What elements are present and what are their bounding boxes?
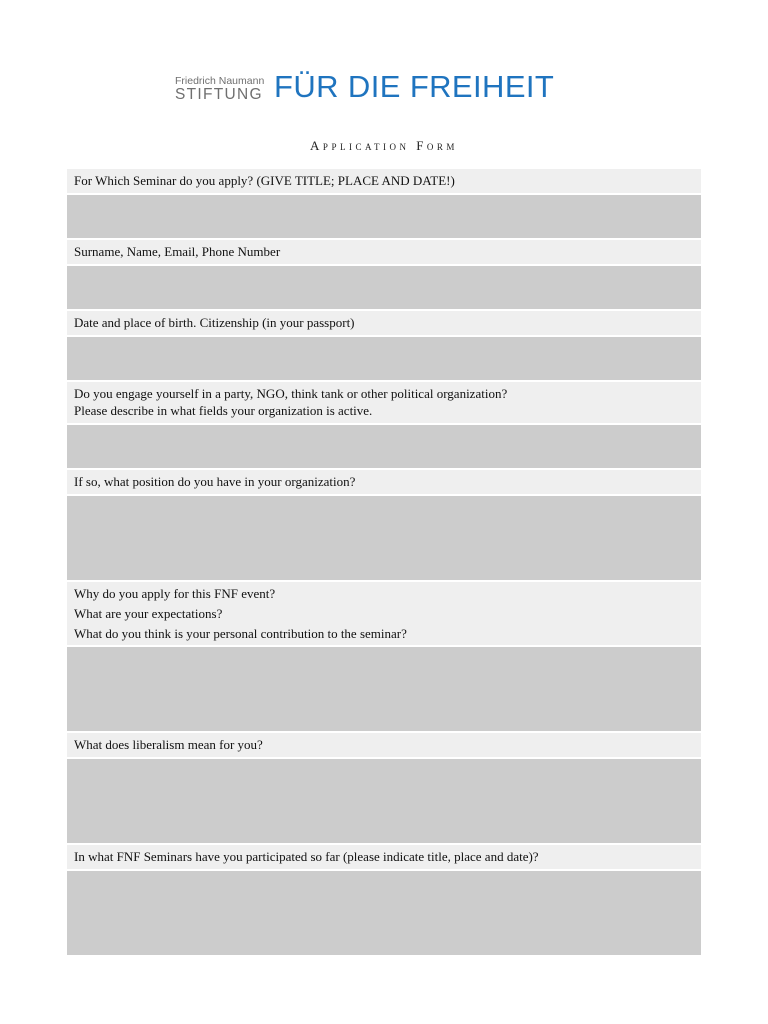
question-text: Date and place of birth. Citizenship (in your passport) <box>74 315 355 330</box>
question-text: Do you engage yourself in a party, NGO, think tank or other political organization? <box>74 386 508 401</box>
question-motivation <box>67 582 701 645</box>
answer-previous-seminars-field[interactable] <box>67 871 701 955</box>
question-personal-details <box>67 240 701 264</box>
question-text: What does liberalism mean for you? <box>74 737 263 752</box>
answer-motivation-field[interactable] <box>67 647 701 731</box>
question-text: What do you think is your personal contribution to the seminar? <box>74 626 407 641</box>
answer-liberalism-field[interactable] <box>67 759 701 843</box>
application-form-table <box>67 169 701 957</box>
fnf-logo <box>175 71 605 107</box>
question-previous-seminars <box>67 845 701 869</box>
logo-line-2: STIFTUNG <box>175 86 263 103</box>
answer-personal-details-field[interactable] <box>67 266 701 309</box>
question-text: What are your expectations? <box>74 606 223 621</box>
question-text: If so, what position do you have in your organization? <box>74 474 356 489</box>
question-position <box>67 470 701 494</box>
question-text: Surname, Name, Email, Phone Number <box>74 244 281 259</box>
answer-position-field[interactable] <box>67 496 701 580</box>
question-text: For Which Seminar do you apply? (GIVE TITLE; PLACE AND DATE!) <box>74 173 455 188</box>
answer-organization-field[interactable] <box>67 425 701 468</box>
question-birth-citizenship <box>67 311 701 335</box>
logo-tagline: FÜR DIE FREIHEIT <box>274 69 555 104</box>
question-text: In what FNF Seminars have you participated so far (please indicate title, place and date)? <box>74 849 539 864</box>
form-title: Application Form <box>310 138 458 153</box>
answer-birth-citizenship-field[interactable] <box>67 337 701 380</box>
answer-seminar-field[interactable] <box>67 195 701 238</box>
question-text: Please describe in what fields your organization is active. <box>74 403 373 418</box>
logo-line-1: Friedrich Naumann <box>175 75 265 87</box>
question-seminar <box>67 169 701 193</box>
question-liberalism <box>67 733 701 757</box>
question-organization <box>67 382 701 423</box>
question-text: Why do you apply for this FNF event? <box>74 586 276 601</box>
